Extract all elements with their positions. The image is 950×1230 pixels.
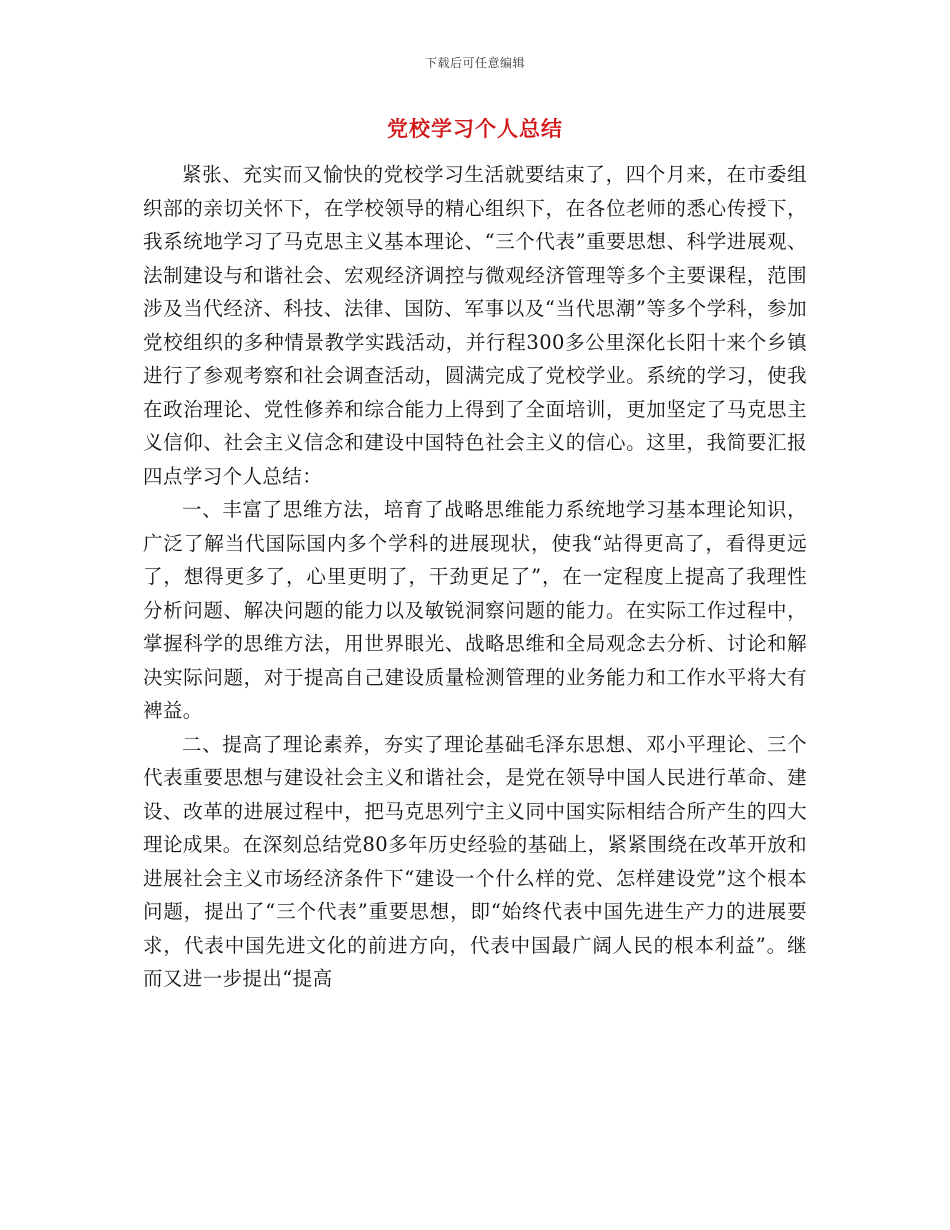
paragraph-point-two: 二、提高了理论素养，夯实了理论基础毛泽东思想、邓小平理论、三个代表重要思想与建设社会主义和谐社会，是党在领导中国人民进行革命、建设、改革的进展过程中，把马克思列宁主义同中国实际相结合所产生的四大理论成果。在深刻总结党80多年历史经验的基础上，紧紧围绕在改革开放和进展社会主义市场经济条件下“建设一个什么样的党、怎样建设党”这个根本问题，提出了“三个代表”重要思想，即“始终代表中国先进生产力的进展要求，代表中国先进文化的前进方向，代表中国最广阔人民的根本利益”。继而又进一步提出“提高 (143, 732, 807, 990)
document-body (143, 158, 807, 996)
paragraph-intro: 紧张、充实而又愉快的党校学习生活就要结束了，四个月来，在市委组织部的亲切关怀下，在学校领导的精心组织下，在各位老师的悉心传授下，我系统地学习了马克思主义基本理论、“三个代表”重要思想、科学进展观、法制建设与和谐社会、宏观经济调控与微观经济管理等多个主要课程，范围涉及当代经济、科技、法律、国防、军事以及“当代思潮”等多个学科，参加党校组织的多种情景教学实践活动，并行程300多公里深化长阳十来个乡镇进行了参观考察和社会调查活动，圆满完成了党校学业。系统的学习，使我在政治理论、党性修养和综合能力上得到了全面培训，更加坚定了马克思主义信仰、社会主义信念和建设中国特色社会主义的信心。这里，我简要汇报四点学习个人总结： (143, 163, 807, 488)
page-header-note: 下载后可任意编辑 (424, 56, 525, 70)
document-title: 党校学习个人总结 (387, 116, 563, 141)
paragraph-point-one: 一、丰富了思维方法，培育了战略思维能力系统地学习基本理论知识，广泛了解当代国际国内多个学科的进展现状，使我“站得更高了，看得更远了，想得更多了，心里更明了，干劲更足了”，在一定程度上提高了我理性分析问题、解决问题的能力以及敏锐洞察问题的能力。在实际工作过程中，掌握科学的思维方法，用世界眼光、战略思维和全局观念去分析、讨论和解决实际问题，对于提高自己建设质量检测管理的业务能力和工作水平将大有裨益。 (143, 498, 807, 722)
